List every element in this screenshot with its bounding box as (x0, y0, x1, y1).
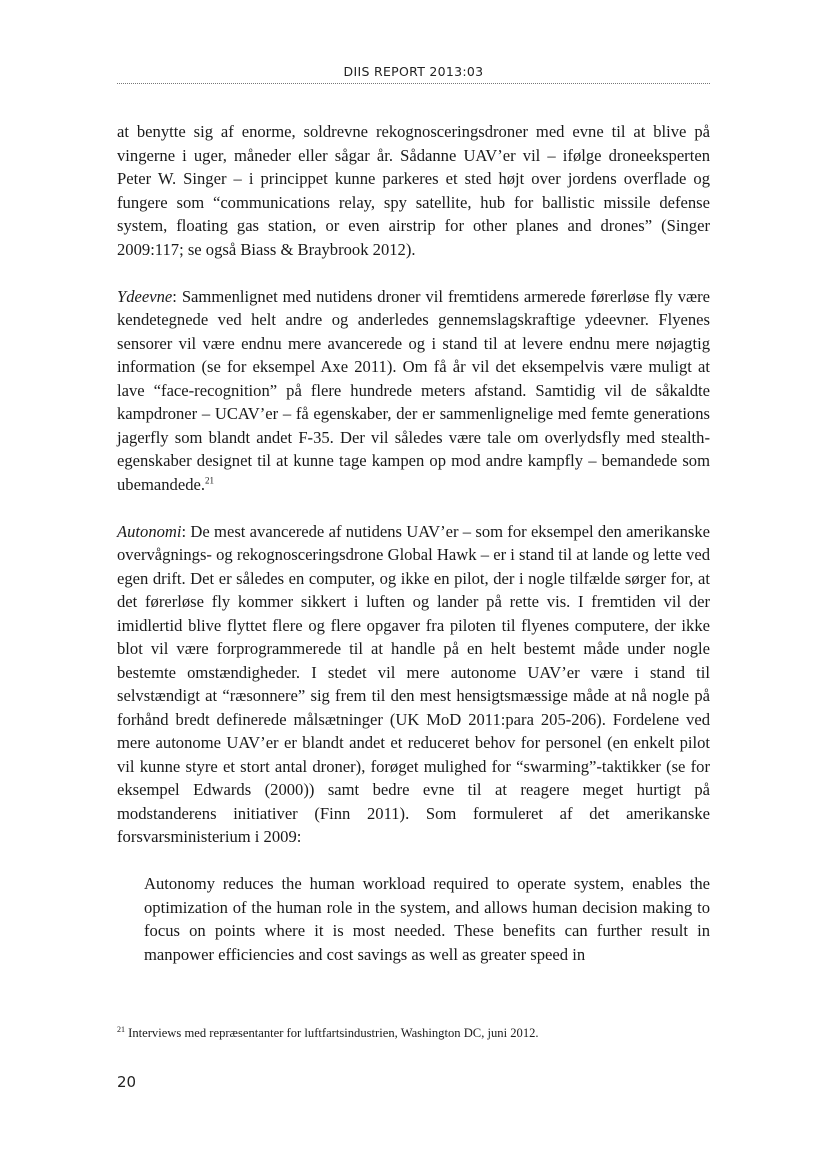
body-text (117, 120, 710, 966)
footnote-reference[interactable]: 21 (205, 474, 215, 485)
paragraph-autonomi (117, 520, 710, 849)
footnote (117, 1025, 710, 1041)
footnote-text: Interviews med repræsentanter for luftfartsindustrien, Washington DC, juni 2012. (125, 1026, 539, 1040)
running-header: DIIS REPORT 2013:03 (343, 64, 484, 79)
paragraph-ydeevne-text: : Sammenlignet med nutidens droner vil fremtidens armerede førerløse fly være kendetegnede ved helt andre og anderledes gennemslagskraftige ydeevner. Flyenes sensorer vil være endnu mere avancerede og i stand til at levere endnu mere nøjagtig information (se for eksempel Axe 2011). Om få år vil det eksempelvis være muligt at lave “face-recognition” på flere hundrede meters afstand. Samtidig vil de såkaldte kampdroner – UCAV’er – få egenskaber, der er sammenlignelige med femte generations jagerfly som blandt andet F-35. Der vil således være tale om overlydsfly med stealth-egenskaber designet til at kunne tage kampen op mod andre kampfly – bemandede som ubemandede. (117, 286, 710, 494)
paragraph-ydeevne (117, 285, 710, 497)
block-quote: Autonomy reduces the human workload required to operate system, enables the optimization of the human role in the system, and allows human decision making to focus on points where it is most needed. These benefits can further result in manpower efficiencies and cost savings as well as greater speed in (144, 874, 710, 964)
paragraph-intro (117, 120, 710, 261)
header-divider (117, 83, 710, 84)
paragraph-autonomi-term: Autonomi (117, 521, 182, 541)
paragraph-ydeevne-term: Ydeevne (117, 286, 173, 306)
footnote-number: 21 (117, 1024, 125, 1034)
paragraph-intro-text: at benytte sig af enorme, soldrevne rekognosceringsdroner med evne til at blive på vingerne i uger, måneder eller sågar år. Sådanne UAV’er vil – ifølge droneeksperten Peter W. Singer – i princippet kunne parkeres et sted højt over jordens overflade og fungere som “communications relay, spy satellite, hub for ballistic missile defense system, floating gas station, or even airstrip for other planes and drones” (Singer 2009:117; se også Biass & Braybrook 2012). (117, 122, 710, 259)
paragraph-autonomi-text: : De mest avancerede af nutidens UAV’er – som for eksempel den amerikanske overvågnings- og rekognosceringsdrone Global Hawk – er i stand til at lande og lette ved egen drift. Det er således en computer, og ikke en pilot, der i nogle tilfælde sørger for, at det førerløse fly kommer sikkert i luften og lander på rette vis. I fremtiden vil der imidlertid blive flyttet flere og flere opgaver fra piloten til flyenes computere, der ikke blot vil være forprogrammerede til at handle på en helt bestemt måde under nogle bestemte omstændigheder. I stedet vil mere autonome UAV’er være i stand til selvstændigt at “ræsonnere” sig frem til den mest hensigtsmæssige måde at nå nogle på forhånd bredt definerede målsætninger (UK MoD 2011:para 205-206). Fordelene ved mere autonome UAV’er er blandt andet et reduceret behov for personel (en enkelt pilot vil kunne styre et stort antal droner), forøget mulighed for “swarming”-taktikker (se for eksempel Edwards (2000)) samt bedre evne til at reagere meget hurtigt på modstanderens initiativer (Finn 2011). Som formuleret af det amerikanske forsvarsministerium i 2009: (117, 521, 710, 846)
page-number: 20 (117, 1073, 137, 1091)
